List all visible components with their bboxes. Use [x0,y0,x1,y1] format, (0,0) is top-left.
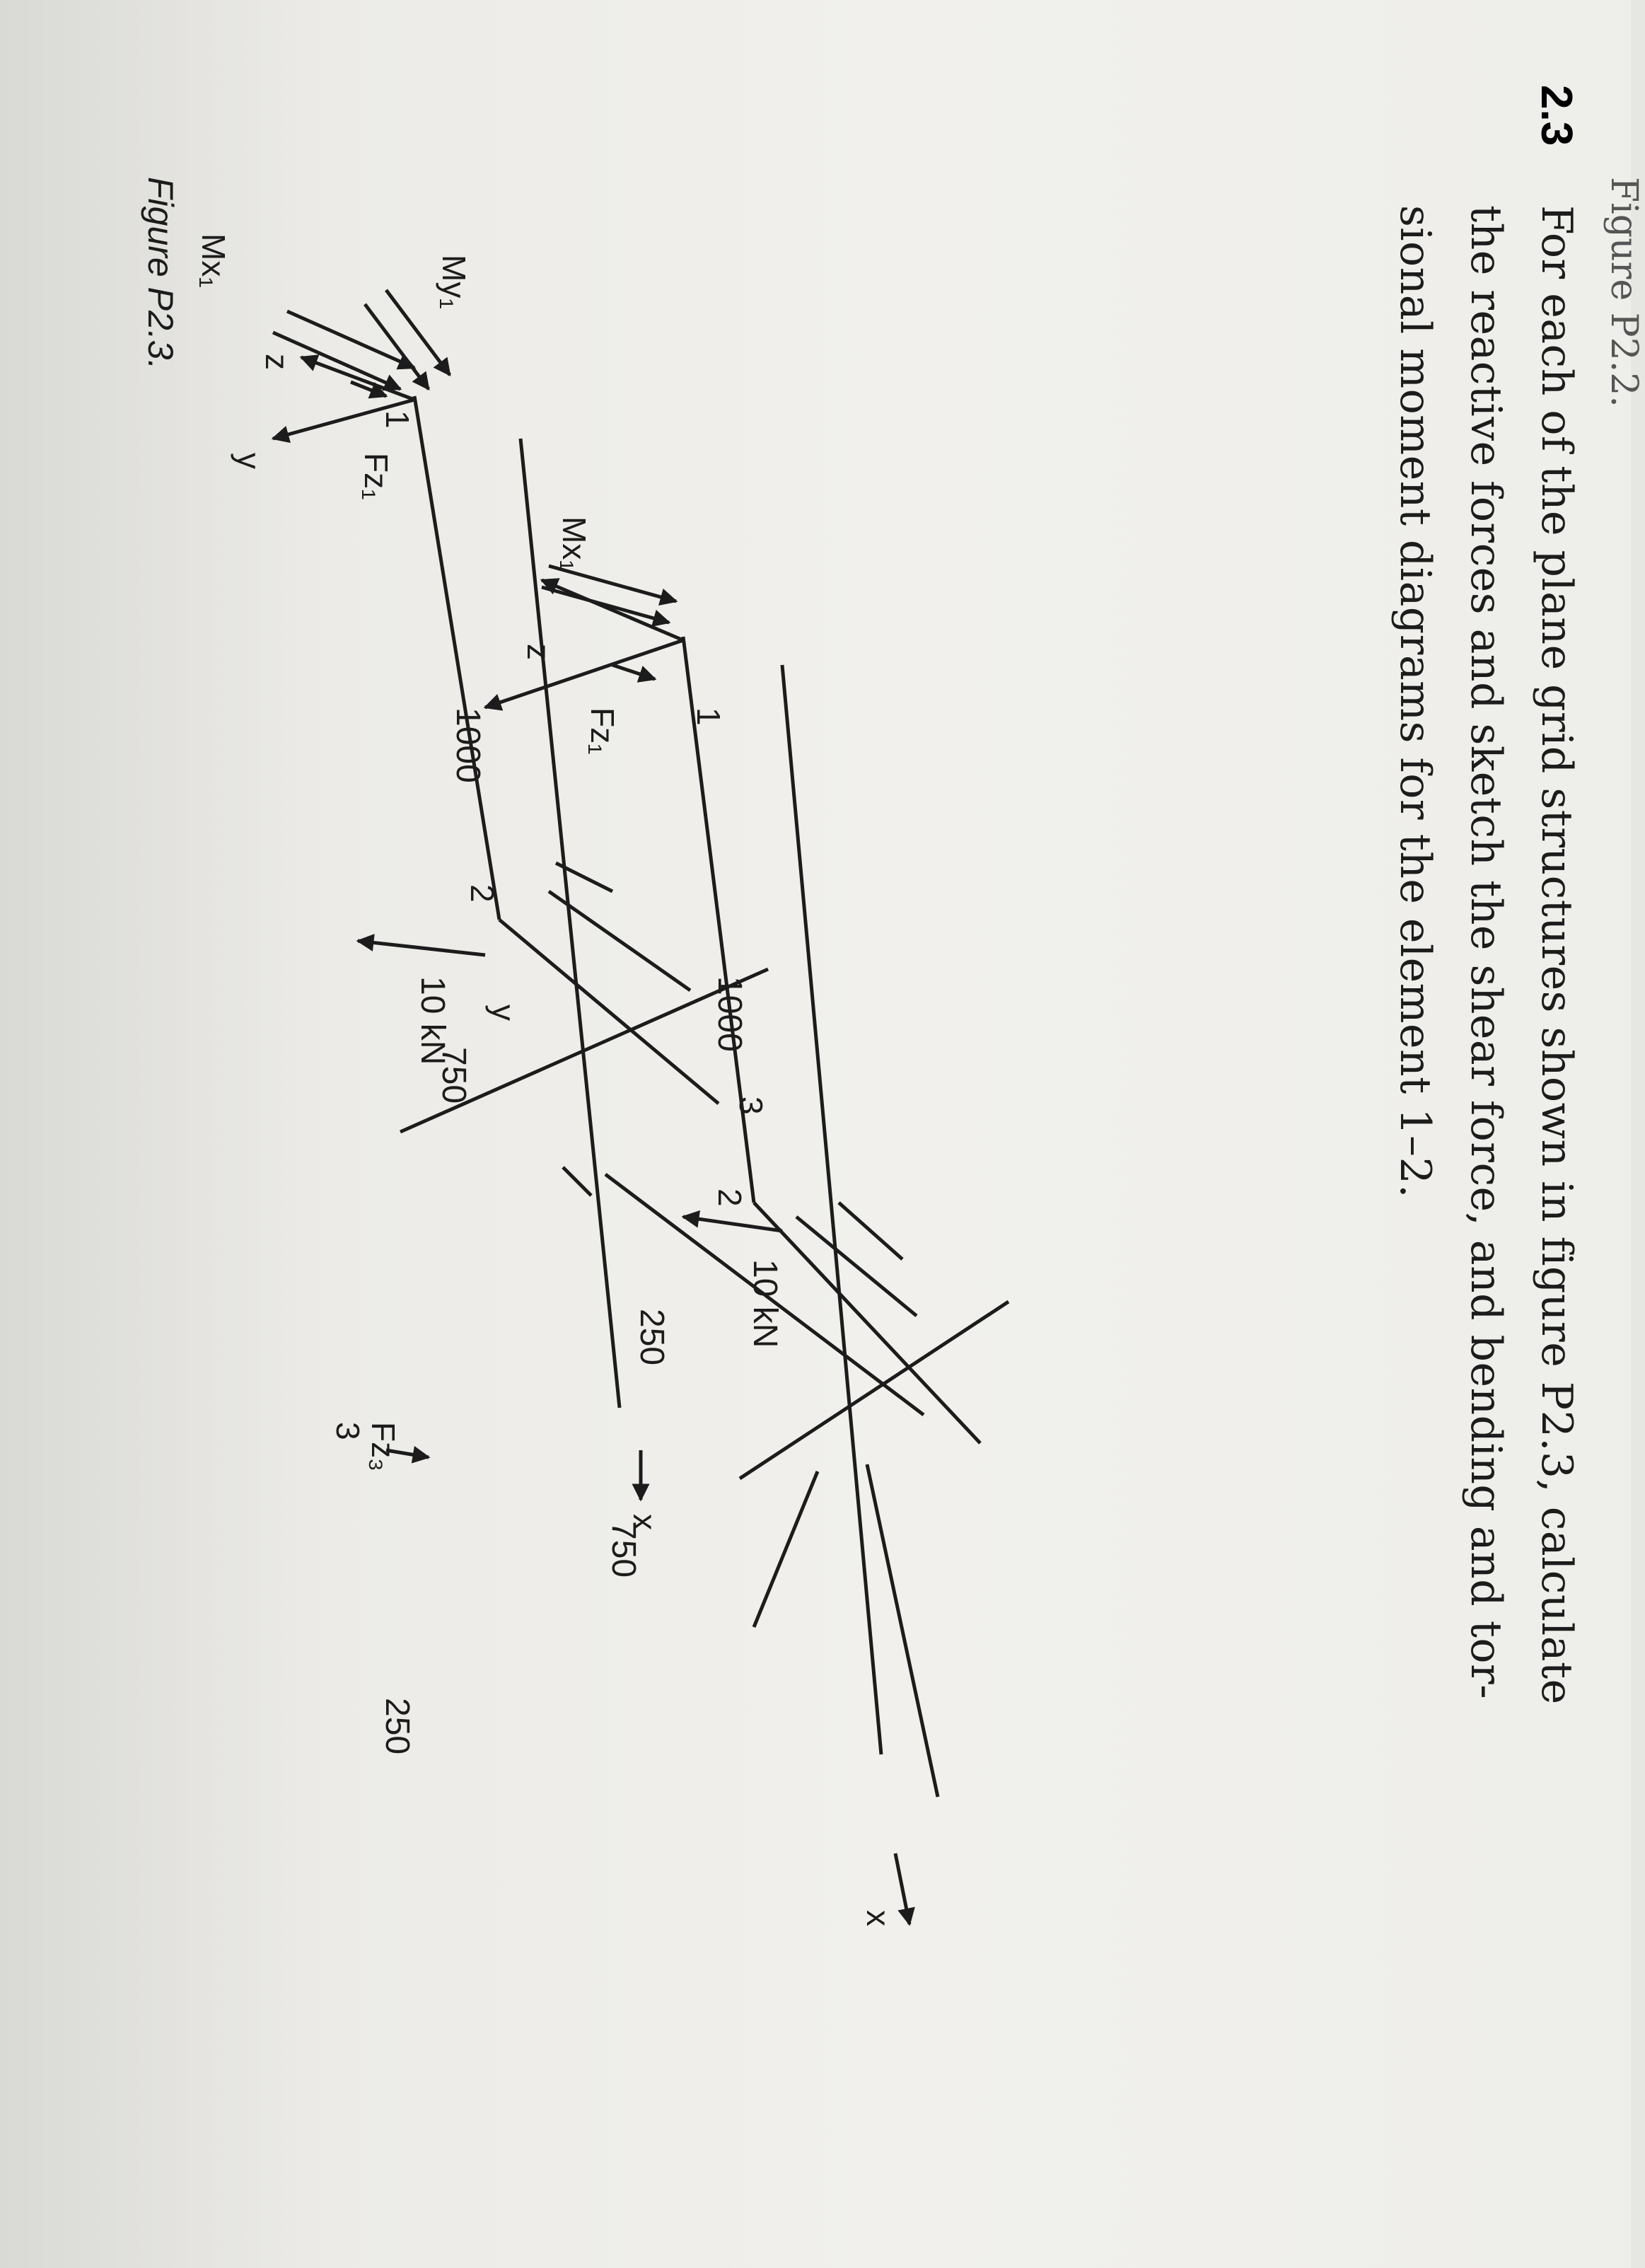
dimension-line-750 [867,1464,938,1797]
problem-text-line: sional moment diagrams for the element 1–2. [1390,205,1440,1198]
problem-number: 2.3 [1532,85,1581,146]
reaction-label-fz3: Fz₃ [365,1422,402,1471]
z-axis-arrow [301,357,414,400]
reaction-label-my1: My₁ [436,255,472,309]
dimension-line-1000 [521,439,620,1408]
hatch-line [839,1203,902,1259]
figure-caption: Figure P2.3. [141,177,180,370]
y-axis-arrow [485,640,683,707]
node-label-1: 1 [379,410,416,429]
axis-label-x: x [627,1514,663,1530]
z-axis-arrow [542,580,683,640]
dimension-line-1000 [782,665,881,1754]
dimension-label-750: 750 [605,1521,642,1578]
load-label-10kn: 10 kN [414,976,451,1065]
dimension-label-1000: 1000 [711,976,748,1052]
member-1-2 [414,396,499,920]
dimension-line-250 [563,1167,591,1196]
member-2-3 [499,920,719,1104]
dimension-line-250 [754,1471,818,1627]
reaction-label-fz1: Fz₁ [584,707,621,755]
reaction-label-mx1: Mx₁ [195,233,232,288]
node-label-2: 2 [711,1188,748,1207]
dimension-label-1000: 1000 [449,707,487,783]
reaction-label-mx1: Mx₁ [556,516,593,571]
fz1-arrow [612,665,655,679]
figure-b-labels [330,516,897,1926]
node-label-3: 3 [330,1422,366,1440]
previous-figure-caption-fragment: Figure P2.2. [1603,177,1645,407]
x-axis-arrow [895,1853,909,1924]
axis-label-y: y [485,1005,522,1021]
axis-label-z: z [521,644,557,660]
node-label-2: 2 [464,884,501,903]
node-label-1: 1 [690,707,727,726]
axis-label-x: x [860,1910,897,1926]
problem-text-line: the reactive forces and sketch the shear force, and bending and tor- [1461,205,1511,1699]
reaction-label-fz1: Fz₁ [358,453,395,500]
node-label-3: 3 [733,1097,769,1115]
figure-a-labels [195,233,769,1530]
load-arrow-10kn [358,941,485,955]
member-2-3 [754,1203,980,1443]
dimension-label-250: 250 [633,1309,670,1366]
axis-label-y: y [231,453,267,469]
problem-text-line: For each of the plane grid structures shown in figure P2.3, calculate [1532,205,1581,1705]
dimension-label-750: 750 [435,1047,472,1104]
load-label-10kn: 10 kN [746,1259,784,1348]
dimension-label-250: 250 [378,1698,416,1755]
axis-label-z: z [259,354,296,370]
